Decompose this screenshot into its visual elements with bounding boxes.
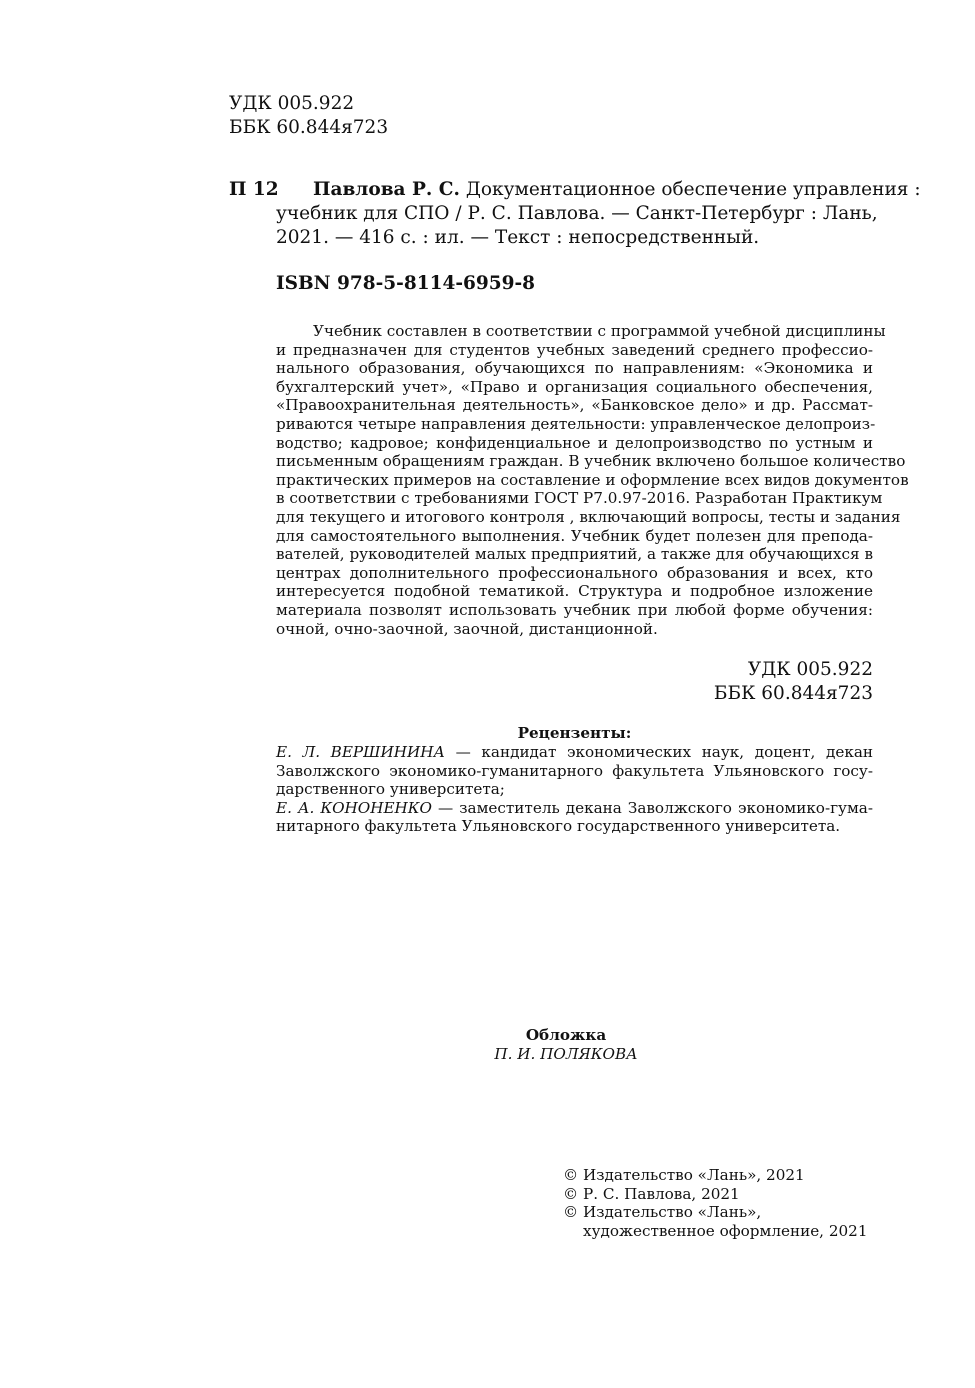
bottom-udk-code: УДК 005.922 — [747, 659, 873, 680]
cover-credit — [426, 1026, 706, 1063]
copyright-publisher: © Издательство «Лань», 2021 — [563, 1166, 805, 1184]
copyright-block — [563, 1166, 868, 1240]
reviewers-heading: Рецензенты: — [517, 724, 632, 742]
isbn: ISBN 978-5-8114-6959-8 — [276, 273, 536, 294]
bibliographic-entry-line-2: учебник для СПО / Р. С. Павлова. — Санкт-Петербург : Лань, — [276, 203, 878, 224]
annotation — [276, 322, 909, 638]
bibliographic-entry-line-1 — [276, 178, 921, 202]
reviewer-2-line-2: нитарного факультета Ульяновского государственного университета. — [276, 817, 841, 836]
bottom-classification-codes — [600, 658, 873, 706]
annotation-line: материала позволят использовать учебник при любой форме обучения: — [276, 600, 873, 619]
annotation-line: вателей, руководителей малых предприятий, а также для обучающихся в — [276, 545, 873, 564]
annotation-line: очной, очно-заочной, заочной, дистанционной. — [276, 619, 658, 638]
annotation-line: письменным обращениям граждан. В учебник включено большое количество — [276, 452, 906, 471]
annotation-line: бухгалтерский учет», «Право и организация социального обеспечения, — [276, 377, 873, 396]
top-bbk-code: ББК 60.844я723 — [229, 117, 389, 138]
annotation-line: «Правоохранительная деятельность», «Банковское дело» и др. Рассмат- — [276, 396, 873, 415]
top-udk-code: УДК 005.922 — [229, 93, 355, 114]
annotation-line: в соответствии с требованиями ГОСТ Р7.0.97-2016. Разработан Практикум — [276, 489, 883, 508]
cover-heading: Обложка — [525, 1026, 607, 1044]
reviewer-1-name: Е. Л. ВЕРШИНИНА — [276, 743, 445, 761]
reviewer-1-line-3: дарственного университета; — [276, 780, 505, 799]
bibliographic-entry-line-3: 2021. — 416 с. : ил. — Текст : непосредственный. — [276, 227, 760, 248]
copyright-design-detail: художественное оформление, 2021 — [583, 1221, 868, 1240]
top-classification-codes — [229, 92, 388, 140]
author-mark-code: П 12 — [229, 179, 279, 200]
book-title-start: Документационное обеспечение управления : — [465, 179, 921, 200]
annotation-line: риваются четыре направления деятельности: управленческое делопроиз- — [276, 414, 876, 433]
author-name: Павлова Р. С. — [313, 179, 460, 200]
copyright-design: © Издательство «Лань», — [563, 1203, 762, 1222]
reviewer-2-line-1 — [276, 799, 873, 818]
reviewer-1-line-1 — [276, 743, 873, 762]
annotation-line: и предназначен для студентов учебных заведений среднего профессио- — [276, 340, 873, 359]
reviewer-2-title: — заместитель декана Заволжского экономико-гума- — [432, 798, 873, 817]
copyright-author: © Р. С. Павлова, 2021 — [563, 1184, 740, 1203]
annotation-line: для текущего и итогового контроля , включающий вопросы, тесты и задания — [276, 507, 901, 526]
reviewer-1-line-2: Заволжского экономико-гуманитарного факультета Ульяновского госу- — [276, 761, 873, 780]
annotation-line: Учебник составлен в соответствии с программой учебной дисциплины — [313, 322, 886, 340]
annotation-line: центрах дополнительного профессионального образования и всех, кто — [276, 563, 873, 582]
bottom-bbk-code: ББК 60.844я723 — [713, 683, 873, 704]
annotation-line: интересуется подобной тематикой. Структура и подробное изложение — [276, 582, 873, 601]
reviewer-1-title: — кандидат экономических наук, доцент, декан — [444, 743, 873, 761]
cover-designer-name: П. И. ПОЛЯКОВА — [494, 1044, 638, 1063]
bibliographic-entry — [276, 178, 921, 250]
reviewers-list — [276, 743, 873, 836]
annotation-line: водство; кадровое; конфиденциальное и делопроизводство по устным и — [276, 433, 873, 452]
annotation-line: практических примеров на составление и оформление всех видов документов — [276, 470, 909, 489]
reviewer-2-name: Е. А. КОНОНЕНКО — [276, 798, 432, 817]
annotation-line: нального образования, обучающихся по направлениям: «Экономика и — [276, 359, 873, 378]
annotation-line: для самостоятельного выполнения. Учебник будет полезен для препода- — [276, 526, 873, 545]
